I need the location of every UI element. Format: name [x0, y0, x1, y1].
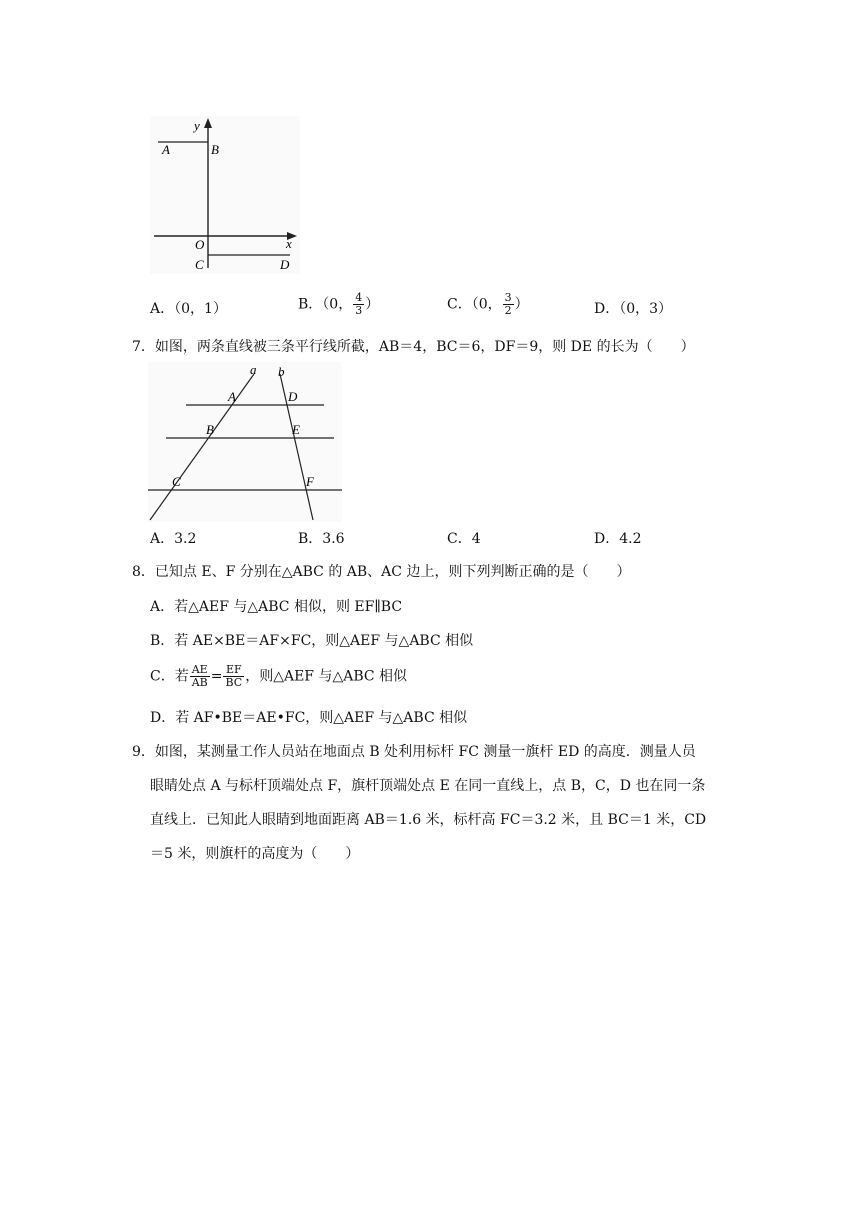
label-D: D: [280, 257, 290, 272]
q7-option-a: A．3.2: [150, 531, 197, 547]
q9-line-4: ＝5 米，则旗杆的高度为（ ）: [150, 846, 360, 862]
label-B: B: [211, 142, 219, 157]
q6-option-c: C．（0， $\frac{3}{2}$ ）: [447, 291, 529, 317]
label-A: A: [162, 142, 170, 157]
label-a: a: [250, 362, 257, 377]
label-E: E: [292, 422, 300, 437]
label-B: B: [206, 422, 214, 437]
q7-option-d: D．4.2: [594, 531, 642, 547]
q7-option-c: C．4: [447, 531, 481, 547]
fraction-ef-bc: $\frac{EF}{BC}$: [225, 663, 243, 689]
q8-option-c: C．若 $\frac{AE}{AB}$ = $\frac{EF}{BC}$ ，则△AEF 与△ABC 相似: [150, 663, 408, 689]
figure-q6-coordinate: [150, 116, 300, 274]
label-C: C: [195, 257, 204, 272]
label-C: C: [172, 474, 181, 489]
q9-line-2: 眼睛处点 A 与标杆顶端处点 F，旗杆顶端处点 E 在同一直线上，点 B，C，D 也在同一条: [150, 778, 706, 794]
label-b: b: [278, 364, 285, 379]
label-O: O: [195, 237, 205, 252]
q9-line-1: 9．如图，某测量工作人员站在地面点 B 处利用标杆 FC 测量一旗杆 ED 的高度．测量人员: [132, 744, 696, 760]
q8-option-a: A．若△AEF 与△ABC 相似，则 EF∥BC: [150, 599, 403, 615]
q8-option-b: B．若 AE×BE＝AF×FC，则△AEF 与△ABC 相似: [150, 633, 474, 649]
label-x: x: [286, 236, 292, 251]
coordinate-diagram: [150, 116, 300, 274]
q6-option-b: B．（0， $\frac{4}{3}$ ）: [298, 291, 380, 317]
q7-question: 7．如图，两条直线被三条平行线所截，AB＝4，BC＝6，DF＝9，则 DE 的长为（ ）: [132, 339, 695, 355]
fraction-4-3: $\frac{4}{3}$: [355, 291, 363, 317]
q6-option-a: A．（0，1）: [150, 301, 227, 317]
fraction-ae-ab: $\frac{AE}{AB}$: [191, 663, 208, 689]
label-y: y: [194, 118, 200, 133]
label-A: A: [228, 389, 236, 404]
label-D: D: [288, 389, 298, 404]
figure-q7-parallel-lines: [148, 362, 342, 522]
fraction-3-2: $\frac{3}{2}$: [504, 291, 512, 317]
q8-option-d: D．若 AF•BE＝AE•FC，则△AEF 与△ABC 相似: [150, 710, 468, 726]
parallel-lines-diagram: [148, 362, 342, 522]
q7-option-b: B．3.6: [298, 531, 345, 547]
label-F: F: [306, 474, 314, 489]
q8-question: 8．已知点 E、F 分别在△ABC 的 AB、AC 边上，则下列判断正确的是（ ）: [132, 564, 631, 580]
q9-line-3: 直线上．已知此人眼睛到地面距离 AB＝1.6 米，标杆高 FC＝3.2 米，且 BC＝1 米，CD: [150, 812, 707, 828]
q6-option-d: D．（0，3）: [594, 301, 673, 317]
